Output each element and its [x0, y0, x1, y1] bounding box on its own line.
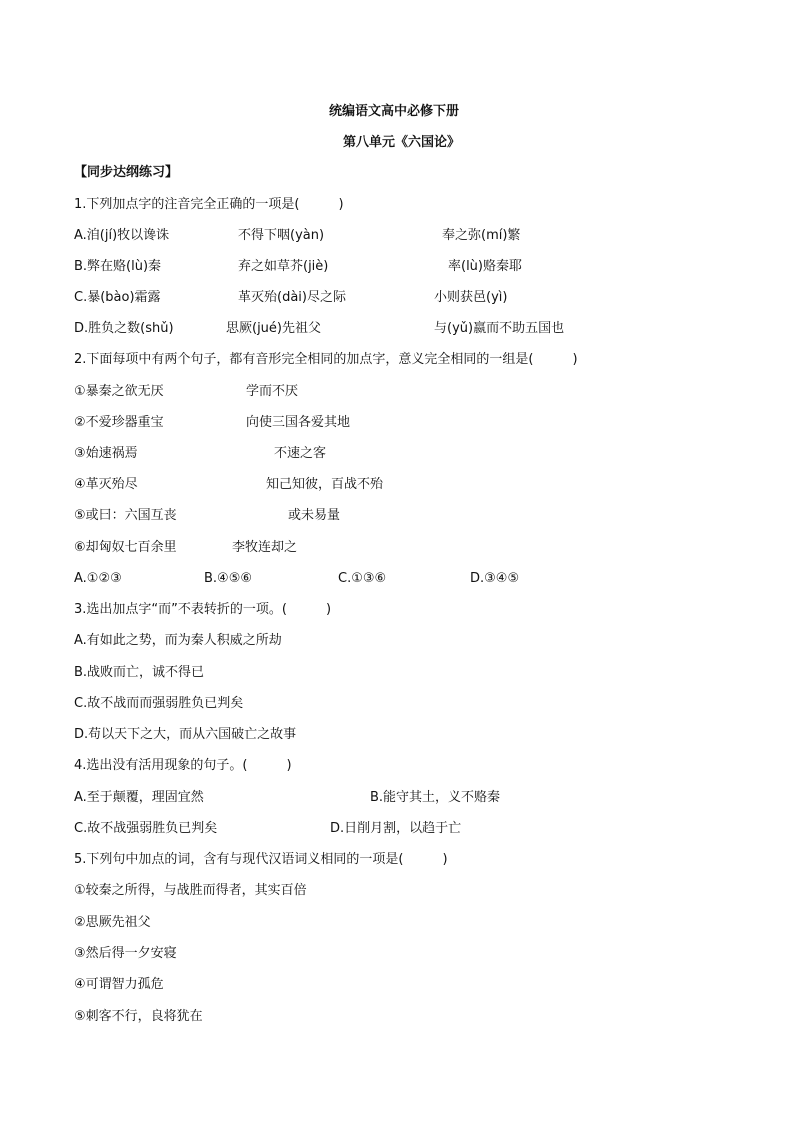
q1-c-part1: C.暴(bào)霜露 [74, 290, 161, 305]
q1-b-part2: 弃之如草芥(jiè) [238, 259, 329, 274]
q5-item-4: ④可谓智力孤危 [74, 977, 164, 992]
q1-b-part1: B.弊在赂(lù)秦 [74, 259, 162, 274]
q3-option-c: C.故不战而而强弱胜负已判矣 [74, 696, 244, 711]
q4-option-b: B.能守其土，义不赂秦 [370, 790, 501, 805]
q2-item-1-b: 学而不厌 [246, 384, 299, 399]
q1-a-part1: A.洎(jí)牧以谗诛 [74, 228, 170, 243]
q2-item-5-b: 或未易量 [288, 508, 341, 523]
q2-option-d: D.③④⑤ [470, 571, 520, 586]
q2-option-a: A.①②③ [74, 571, 122, 586]
q2-item-3-a: ③始速祸焉 [74, 446, 138, 461]
q5-item-2: ②思厥先祖父 [74, 915, 151, 930]
q1-a-part2: 不得下咽(yàn) [238, 228, 325, 243]
q1-d-part1: D.胜负之数(shǔ) [74, 321, 174, 336]
q4-option-d: D.日削月割，以趋于亡 [330, 821, 462, 836]
q2-item-2-b: 向使三国各爱其地 [246, 415, 351, 430]
q3-option-b: B.战败而亡，诚不得已 [74, 665, 205, 680]
q1-stem: 1.下列加点字的注音完全正确的一项是( ) [74, 197, 344, 212]
q2-option-b: B.④⑤⑥ [204, 571, 253, 586]
document-subtitle: 第八单元《六国论》 [343, 135, 461, 150]
q2-item-2-a: ②不爱珍器重宝 [74, 415, 164, 430]
q4-option-a: A.至于颠覆，理固宜然 [74, 790, 204, 805]
q1-c-part3: 小则获邑(yì) [434, 290, 508, 305]
q2-item-4-a: ④革灭殆尽 [74, 477, 138, 492]
q1-c-part2: 革灭殆(dài)尽之际 [238, 290, 346, 305]
q5-item-1: ①较秦之所得，与战胜而得者，其实百倍 [74, 883, 307, 898]
q1-b-part3: 率(lù)赂秦耶 [448, 259, 522, 274]
q4-option-c: C.故不战强弱胜负已判矣 [74, 821, 218, 836]
q3-option-d: D.苟以天下之大，而从六国破亡之故事 [74, 727, 297, 742]
q2-item-1-a: ①暴秦之欲无厌 [74, 384, 164, 399]
document-title: 统编语文高中必修下册 [329, 104, 460, 119]
q2-option-c: C.①③⑥ [338, 571, 387, 586]
q3-option-a: A.有如此之势，而为秦人积威之所劫 [74, 633, 282, 648]
q2-item-4-b: 知己知彼，百战不殆 [266, 477, 384, 492]
q5-stem: 5.下列句中加点的词，含有与现代汉语词义相同的一项是( ) [74, 852, 448, 867]
q2-item-6-a: ⑥却匈奴七百余里 [74, 540, 177, 555]
q1-d-part2: 思厥(jué)先祖父 [226, 321, 321, 336]
q2-item-3-b: 不速之客 [274, 446, 327, 461]
q2-item-5-a: ⑤或曰：六国互丧 [74, 508, 177, 523]
section-heading: 【同步达纲练习】 [74, 165, 179, 180]
q1-d-part3: 与(yǔ)嬴而不助五国也 [434, 321, 565, 336]
q2-stem: 2.下面每项中有两个句子，都有音形完全相同的加点字，意义完全相同的一组是( ) [74, 352, 578, 367]
q3-stem: 3.选出加点字“而”不表转折的一项。( ) [74, 602, 332, 617]
q1-a-part3: 奉之弥(mí)繁 [442, 228, 521, 243]
q5-item-5: ⑤刺客不行，良将犹在 [74, 1009, 203, 1024]
q4-stem: 4.选出没有活用现象的句子。( ) [74, 758, 292, 773]
q2-item-6-b: 李牧连却之 [232, 540, 298, 555]
q5-item-3: ③然后得一夕安寝 [74, 946, 177, 961]
